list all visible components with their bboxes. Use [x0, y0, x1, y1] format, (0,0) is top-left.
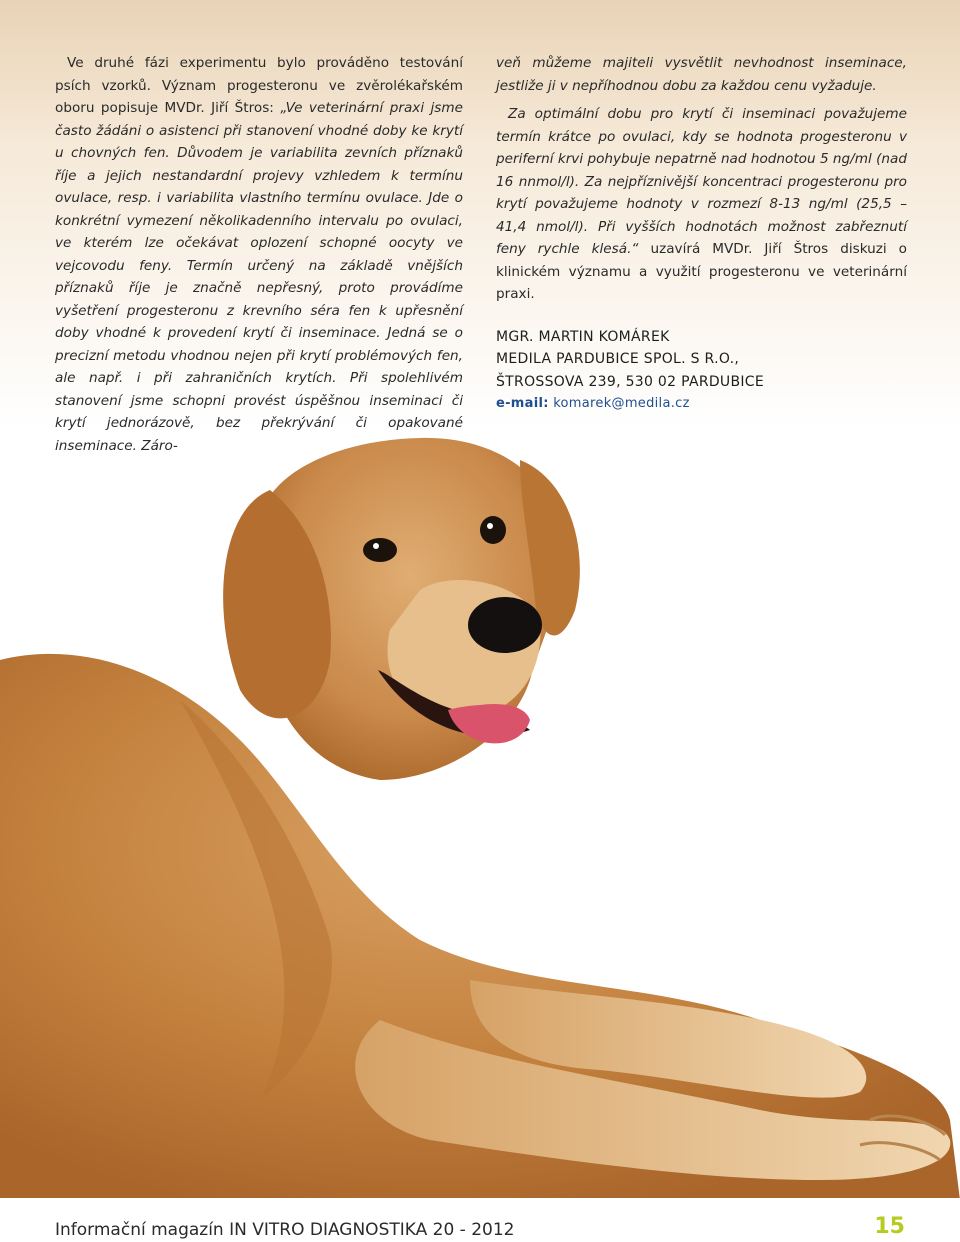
- paragraph: [55, 52, 463, 457]
- paragraph-intro: Ve druhé fázi experimentu bylo prováděno testování psích vzorků. Význam progesteronu ve zvěrolékařském oboru popisuje MVDr. Jiří Štros:: [55, 55, 463, 116]
- footer-magazine-title: Informační magazín IN VITRO DIAGNOSTIKA 20 - 2012: [55, 1220, 515, 1240]
- page-number: 15: [874, 1214, 905, 1239]
- left-text-column: [55, 52, 463, 457]
- right-text-column: [496, 52, 907, 416]
- author-email-line: [496, 393, 907, 416]
- email-label: e-mail:: [496, 396, 549, 411]
- author-address: ŠTROSSOVA 239, 530 02 PARDUBICE: [496, 373, 765, 390]
- author-company: MEDILA PARDUBICE SPOL. S R.O.,: [496, 351, 740, 367]
- email-link[interactable]: komarek@medila.cz: [553, 396, 690, 411]
- quote-text: „Ve veterinární praxi jsme často žádáni o asistenci při stanovení vhodné doby ke krytí u chovných fen. Důvodem je variabilita zevních příznaků říje a jejich nestandardní projevy vzhledem k termínu ovulace, resp. i variabilita vlastního termínu ovulace. Jde o konkrétní vymezení několikadenního intervalu po ovulaci, ve kterém lze očekávat oplození schopné oocyty ve vejcovodu feny. Termín určený na základě vnějších příznaků říje je značně nepřesný, proto provádíme vyšetření progesteronu z krevního séra fen k upřesnění doby vhodné k provedení krytí či inseminace. Jedná se o precizní metodu vhodnou nejen při krytí problémových fen, ale např. i při zahraničních krytích. Při spolehlivém stanovení jsme schopni provést úspěšnou inseminaci či krytí jednorázově, bez překrývání či opakované inseminace. Záro-: [55, 100, 463, 454]
- quote-continuation: veň můžeme majiteli vysvětlit nevhodnost inseminace, jestliže ji v nepříhodnou dobu za každou cenu vyžaduje.: [496, 55, 907, 94]
- paragraph: [496, 103, 907, 306]
- author-block: [496, 326, 907, 416]
- golden-retriever-photo: [0, 420, 960, 1200]
- author-name: MGR. MARTIN KOMÁREK: [496, 328, 670, 345]
- quote-text: Za optimální dobu pro krytí či inseminaci považujeme termín krátce po ovulaci, kdy se hodnota progesteronu v periferní krvi pohybuje nepatrně nad hodnotou 5 ng/ml (nad 16 nnmol/l). Za nejpříznivější koncentraci progesteronu pro krytí považujeme hodnoty v rozmezí 8-13 ng/ml (25,5 – 41,4 nmol/l). Při vyšších hodnotách možnost zabřeznutí feny rychle klesá.“: [496, 106, 907, 257]
- paragraph-tail: uzavírá MVDr. Jiří Štros diskuzi o klinickém významu a využití progesteronu ve veterinární praxi.: [496, 241, 907, 302]
